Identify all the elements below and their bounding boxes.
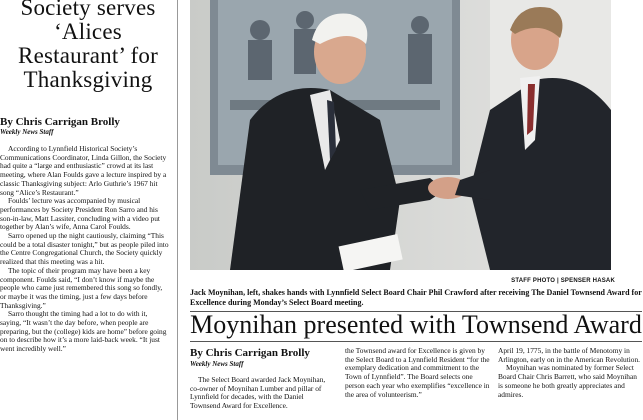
main-paragraph: the Townsend award for Excellence is given by the Select Board to a Lynnfield Resident “for the exemplary dedication and commitment to the Town of Lynnfield”. The Board selects one person each year who exemplifies “excellence in the area of volunteerism.” [345,347,490,399]
main-byline: By Chris Carrigan Brolly [190,347,310,359]
left-paragraph: Sarro thought the timing had a lot to do with it, saying, “It wasn’t the day before, when people are preparing, but the (college) kids are home” before going on to describe how it’s a more laid-back week. “It just went incredibly well.” [0,309,167,354]
left-headline: Society serves ‘Alices Restaurant’ for Thanksgiving [18,0,158,92]
left-staff-label: Weekly News Staff [0,128,54,136]
left-byline: By Chris Carrigan Brolly [0,116,120,128]
main-paragraph: April 19, 1775, in the battle of Menotomy in Arlington, early on in the American Revolution. [498,347,641,364]
main-column-1 [190,376,335,420]
left-paragraph: Sarro opened up the night cautiously, claiming “This could be a total disaster tonight,” but as people piled into the Centre Congregational Church, the Society quickly realized that this meeting was a hit. [0,231,169,267]
handshake-photo [190,0,611,270]
left-paragraph: The topic of their program may have been a key component. Foulds said, “I don’t know if maybe the people who came just remembered this song so fondly, or maybe it was the timing, just a few days before Thanksgiving.” [0,265,163,310]
photo-illustration [190,0,611,270]
left-story-body [0,145,170,354]
main-column-3 [498,347,643,420]
photo-caption: Jack Moynihan, left, shakes hands with Lynnfield Select Board Chair Phil Crawford after receiving The Daniel Townsend Award for Excellence during Monday’s Select Board meeting. [190,288,642,307]
main-headline: Moynihan presented with Townsend Award [190,310,642,339]
headline-rule-bottom [190,341,642,342]
left-paragraph: According to Lynnfield Historical Society’s Communications Coordinator, Linda Gillon, the Society had quite a “large and enthusiastic” crowd at its last meeting, where Alan Foulds gave a lecture inspired by a classic Thanksgiving subject: Arlo Guthrie’s 1967 hit song “Alice’s Restaurant.” [0,144,167,197]
main-staff-label: Weekly News Staff [190,360,244,368]
main-paragraph: The Select Board awarded Jack Moynihan, co-owner of Moynihan Lumber and pillar of Lynnfield for decades, with the Daniel Townsend Award for Excellence. [190,376,326,411]
main-paragraph: Moynihan was nominated by former Select Board Chair Chris Barrett, who said Moynihan is someone he both greatly appreciates and admires. [498,363,637,399]
left-story [0,0,180,420]
column-divider [177,0,178,420]
left-paragraph: Foulds’ lecture was accompanied by musical performances by Society President Ron Sarro and his son-in-law, Matt Lassiter, concluding with a video put together by Alan’s wife, Anna Carol Foulds. [0,196,160,232]
main-column-2 [345,347,490,420]
photo-credit: STAFF PHOTO | SPENSER HASAK [511,278,615,284]
